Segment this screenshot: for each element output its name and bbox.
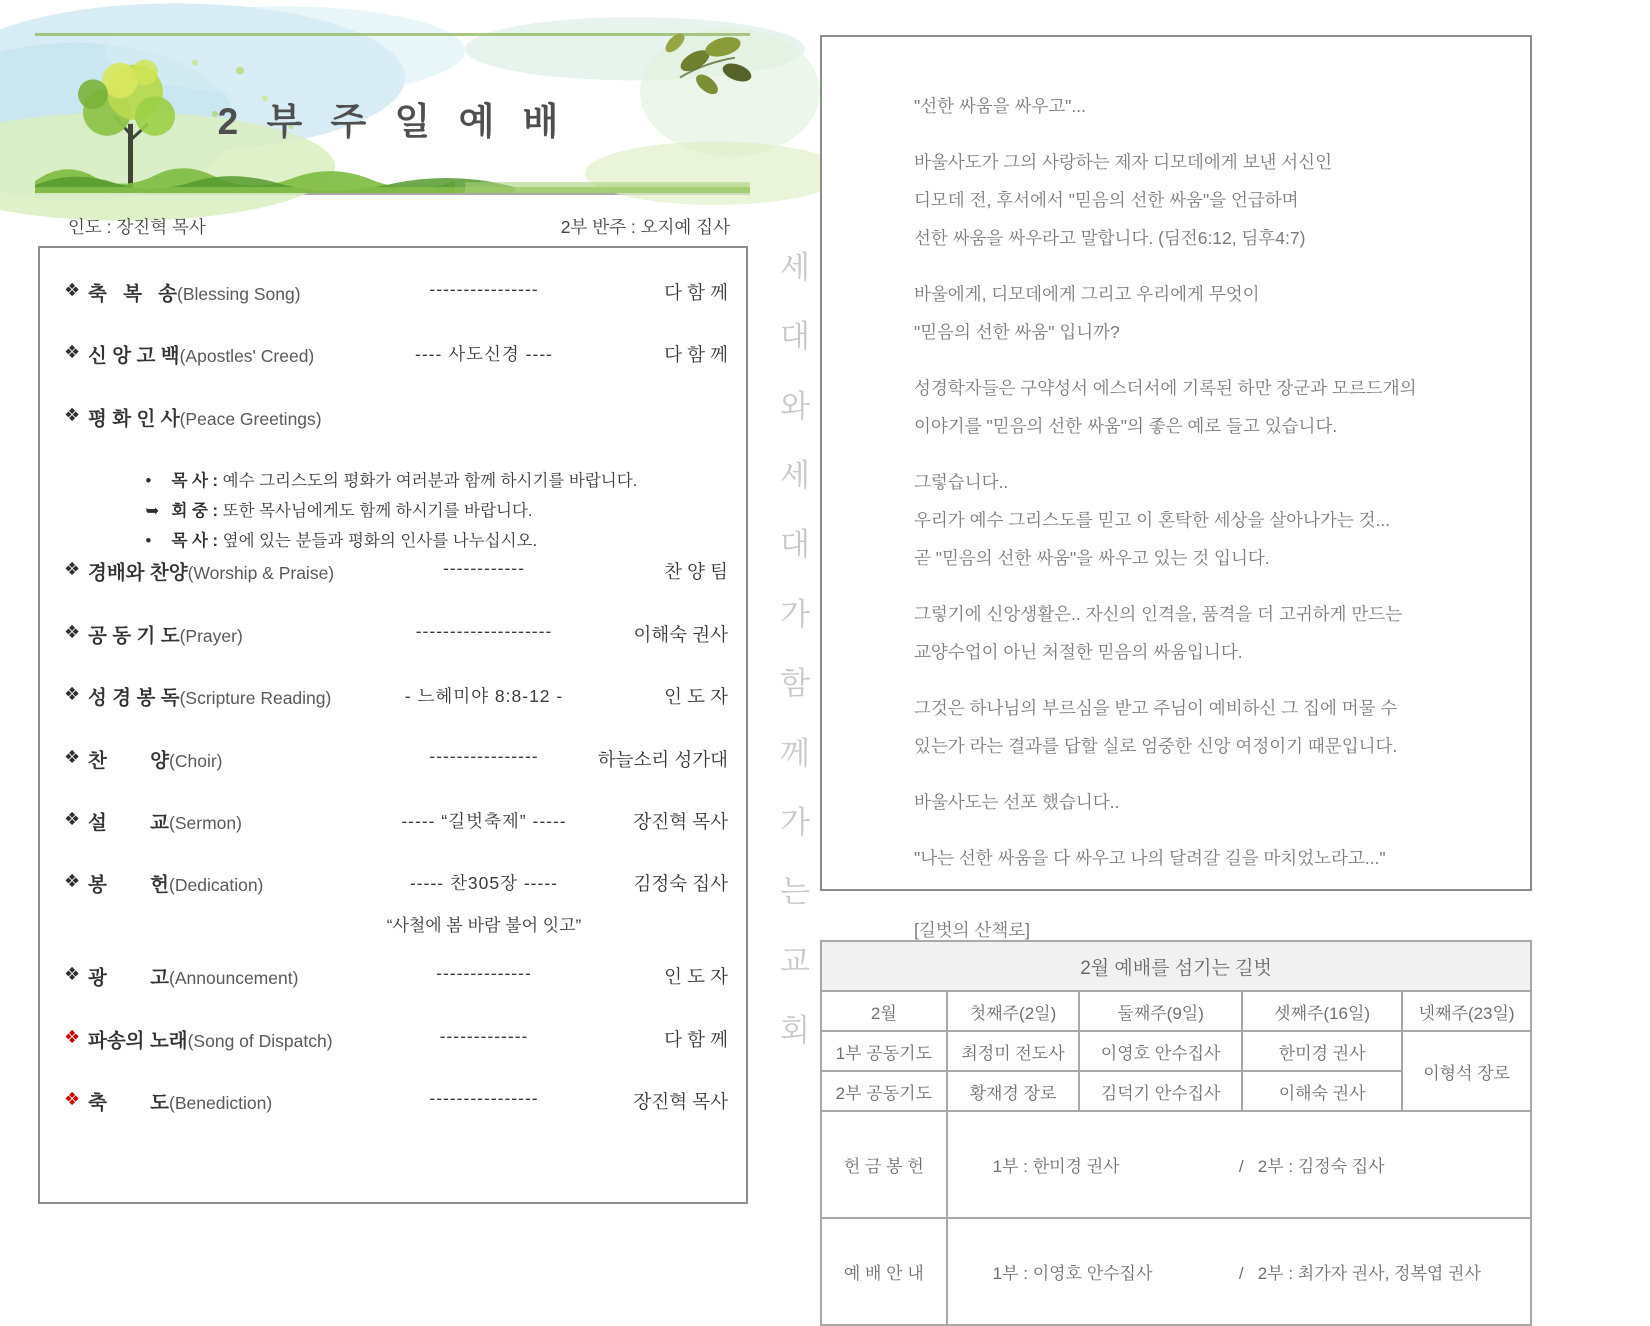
item-title-en: (Peace Greetings) [179, 409, 322, 429]
item-title-ko: 공 동 기 도 [88, 625, 180, 647]
page-title: 2 부 주 일 예 배 [217, 101, 568, 142]
banner [35, 33, 750, 195]
diamond-bullet-icon: ❖ [64, 622, 81, 642]
usher-part1: 1부 : 이영호 안수집사 [992, 1264, 1153, 1283]
item-performer: 하늘소리 성가대 [597, 749, 728, 770]
diamond-bullet-icon: ❖ [64, 405, 81, 425]
leader-line [68, 214, 730, 239]
devotional-paragraph [914, 275, 1475, 351]
speaker-label: 회 중 : [171, 502, 219, 520]
speaker-text: 옆에 있는 분들과 평화의 인사를 나누십시오. [218, 532, 538, 550]
worship-item-peace-greetings [64, 403, 728, 435]
speaker-text: 또한 목사님에게도 함께 하시기를 바랍니다. [218, 502, 533, 520]
devotional-paragraph [914, 595, 1475, 671]
devotional-line: 곧 "믿음의 선한 싸움"을 싸우고 있는 것 입니다. [914, 548, 1270, 568]
worship-item-blessing-song [64, 278, 728, 310]
devotional-paragraph [914, 689, 1475, 765]
item-performer: 다 함 께 [664, 1029, 728, 1050]
item-title-en: (Song of Dispatch) [187, 1031, 333, 1051]
reply-arrow-icon: ➥ [145, 502, 160, 520]
devotional-line: 그렇기에 신앙생활은.. 자신의 인격을, 품격을 더 고귀하게 만드는 [914, 604, 1403, 624]
item-title-en: (Benediction) [169, 1093, 273, 1113]
devotional-line: "믿음의 선한 싸움" 입니까? [914, 322, 1120, 342]
devotional-paragraph [914, 143, 1475, 257]
devotional-line: "선한 싸움을 싸우고"... [914, 96, 1086, 116]
worship-item-choir [64, 745, 728, 777]
server-cell: 이영호 안수집사 [1079, 1031, 1242, 1071]
offering-part1: 1부 : 한미경 권사 [992, 1157, 1120, 1176]
devotional-line: 바울사도는 선포 했습니다.. [914, 792, 1120, 812]
devotional-line: 교양수업이 아닌 처절한 믿음의 싸움입니다. [914, 642, 1243, 662]
dot-bullet-icon: • [145, 472, 152, 490]
week-header-cell: 첫째주(2일) [947, 991, 1080, 1031]
motto-char: 가 [780, 804, 810, 840]
item-detail: ------------- [439, 1026, 529, 1046]
item-detail: ------------ [443, 558, 525, 578]
server-cell: 최정미 전도사 [947, 1031, 1080, 1071]
devotional-line: [길벗의 산책로] [914, 920, 1031, 940]
table-row-weeks [821, 991, 1531, 1031]
peace-greeting-line [118, 448, 704, 490]
item-performer: 다 함 께 [664, 344, 728, 365]
red-diamond-bullet-icon: ❖ [64, 1027, 81, 1047]
devotional-line: 있는가 라는 결과를 답할 실로 엄중한 신앙 여정이기 때문입니다. [914, 736, 1398, 756]
worship-item-song-of-dispatch [64, 1025, 728, 1057]
server-cell: 김덕기 안수집사 [1079, 1071, 1242, 1111]
server-cell-span [947, 1111, 1531, 1218]
item-title-ko: 경배와 찬양 [88, 562, 188, 584]
row-label: 헌 금 봉 헌 [821, 1111, 947, 1218]
item-detail: - 느헤미야 8:8-12 - [404, 686, 564, 706]
item-title-en: (Worship & Praise) [187, 563, 335, 583]
diamond-bullet-icon: ❖ [64, 871, 81, 891]
speaker-text: 예수 그리스도의 평화가 여러분과 함께 하시기를 바랍니다. [218, 472, 638, 490]
order-of-worship-box [38, 246, 748, 1204]
worship-item-scripture-reading [64, 682, 728, 714]
server-cell-merged: 이형석 장로 [1402, 1031, 1531, 1111]
item-performer: 인 도 자 [664, 966, 728, 987]
devotional-line: 그것은 하나님의 부르심을 받고 주님이 예비하신 그 집에 머물 수 [914, 698, 1398, 718]
item-title-en: (Scripture Reading) [179, 688, 332, 708]
speaker-label: 목 사 : [171, 472, 219, 490]
motto-char: 께 [780, 735, 810, 771]
devotional-line: 선한 싸움을 싸우라고 말합니다. (딤전6:12, 딤후4:7) [914, 228, 1306, 248]
item-detail: ----- “길벗축제” ----- [401, 811, 567, 831]
item-title-ko: 광 고 [88, 967, 170, 989]
item-title-en: (Choir) [169, 751, 223, 771]
servers-table [820, 940, 1532, 1326]
item-detail: ----- 찬305장 ----- [409, 873, 558, 893]
diamond-bullet-icon: ❖ [64, 747, 81, 767]
row-label: 1부 공동기도 [821, 1031, 947, 1071]
row-label: 2부 공동기도 [821, 1071, 947, 1111]
item-title-en: (Blessing Song) [177, 284, 301, 304]
devotional-paragraph [914, 783, 1475, 821]
server-cell: 이해숙 권사 [1242, 1071, 1402, 1111]
table-row-prayer-1 [821, 1031, 1531, 1071]
item-performer: 찬 양 팀 [664, 561, 728, 582]
devotional-line: "나는 선한 싸움을 다 싸우고 나의 달려갈 길을 마치었노라고..." [914, 848, 1386, 868]
item-detail: -------------------- [415, 621, 553, 641]
worship-item-announcement [64, 962, 728, 994]
offering-part2: / 2부 : 김정숙 집사 [1238, 1157, 1385, 1176]
diamond-bullet-icon: ❖ [64, 342, 81, 362]
item-performer: 다 함 께 [664, 282, 728, 303]
item-title-ko: 설 교 [88, 812, 170, 834]
item-detail: ---------------- [429, 746, 539, 766]
item-performer: 이해숙 권사 [633, 624, 728, 645]
item-title-ko: 파송의 노래 [88, 1030, 188, 1052]
peace-greeting-line [118, 478, 704, 520]
week-header-cell: 셋째주(16일) [1242, 991, 1402, 1031]
usher-part2: / 2부 : 최가자 권사, 정복엽 권사 [1238, 1264, 1481, 1283]
item-detail: ---------------- [429, 279, 539, 299]
motto-char: 대 [780, 527, 810, 563]
item-title-en: (Announcement) [169, 968, 299, 988]
item-performer: 김정숙 집사 [633, 873, 728, 894]
item-detail: ---- 사도신경 ---- [415, 344, 553, 364]
diamond-bullet-icon: ❖ [64, 809, 81, 829]
motto-char: 세 [780, 458, 810, 494]
week-header-cell: 2월 [821, 991, 947, 1031]
worship-item-apostles-creed [64, 340, 728, 372]
server-cell-span [947, 1218, 1531, 1325]
dedication-hymn-note: “사철에 봄 바람 불어 잇고” [386, 916, 582, 935]
devotional-line: 그렇습니다.. [914, 472, 1009, 492]
devotional-line: 바울에게, 디모데에게 그리고 우리에게 무엇이 [914, 284, 1260, 304]
motto-char: 교 [780, 943, 810, 979]
diamond-bullet-icon: ❖ [64, 684, 81, 704]
worship-item-prayer [64, 620, 728, 652]
item-title-ko: 봉 헌 [88, 874, 170, 896]
motto-char: 회 [780, 1012, 810, 1048]
item-title-ko: 축 도 [88, 1092, 170, 1114]
red-diamond-bullet-icon: ❖ [64, 1089, 81, 1109]
devotional-line: 디모데 전, 후서에서 "믿음의 선한 싸움"을 언급하며 [914, 190, 1299, 210]
devotional-line: 이야기를 "믿음의 선한 싸움"의 좋은 예로 들고 있습니다. [914, 416, 1338, 436]
item-title-en: (Prayer) [179, 626, 243, 646]
peace-greeting-line [118, 508, 704, 550]
item-title-ko: 축 복 송 [88, 283, 178, 305]
devotional-line: 성경학자들은 구약성서 에스더서에 기록된 하만 장군과 모르드개의 [914, 378, 1417, 398]
devotional-paragraph [914, 369, 1475, 445]
table-row-offering [821, 1111, 1531, 1218]
worship-item-dedication [64, 869, 728, 901]
diamond-bullet-icon: ❖ [64, 964, 81, 984]
motto-char: 세 [780, 250, 810, 285]
item-detail: ---------------- [429, 1088, 539, 1108]
item-title-en: (Sermon) [169, 813, 242, 833]
devotional-box [820, 35, 1532, 940]
servers-table-title: 2월 예배를 섬기는 길벗 [821, 941, 1531, 991]
devotional-line: 바울사도가 그의 사랑하는 제자 디모데에게 보낸 서신인 [914, 152, 1332, 172]
diamond-bullet-icon: ❖ [64, 280, 81, 300]
item-detail: -------------- [436, 963, 532, 983]
dot-bullet-icon: • [145, 532, 152, 550]
week-header-cell: 넷째주(23일) [1402, 991, 1531, 1031]
item-title-en: (Apostles' Creed) [179, 346, 315, 366]
vertical-motto [770, 252, 820, 1046]
diamond-bullet-icon: ❖ [64, 559, 81, 579]
worship-item-sermon [64, 807, 728, 839]
devotional-line: 우리가 예수 그리스도를 믿고 이 혼탁한 세상을 살아나가는 것... [914, 510, 1391, 530]
item-performer: 장진혁 목사 [633, 1091, 728, 1112]
motto-char: 대 [780, 319, 810, 355]
devotional-paragraph [914, 87, 1475, 125]
speaker-label: 목 사 : [171, 532, 219, 550]
motto-char: 가 [780, 596, 810, 632]
item-title-en: (Dedication) [169, 875, 264, 895]
service-accompanist: 2부 반주 : 오지예 집사 [560, 217, 730, 237]
item-title-ko: 성 경 봉 독 [88, 687, 180, 709]
worship-item-worship-praise [64, 557, 728, 589]
week-header-cell: 둘째주(9일) [1079, 991, 1242, 1031]
server-cell: 황재경 장로 [947, 1071, 1080, 1111]
devotional-paragraph [914, 463, 1475, 577]
motto-char: 함 [780, 666, 810, 702]
item-title-ko: 평 화 인 사 [88, 408, 180, 430]
item-title-ko: 신 앙 고 백 [88, 345, 180, 367]
worship-item-benediction [64, 1087, 728, 1119]
server-cell: 한미경 권사 [1242, 1031, 1402, 1071]
table-row-ushers [821, 1218, 1531, 1325]
item-performer: 인 도 자 [664, 686, 728, 707]
motto-char: 는 [780, 874, 810, 910]
devotional-paragraph [914, 839, 1475, 877]
item-performer: 장진혁 목사 [633, 811, 728, 832]
row-label: 예 배 안 내 [821, 1218, 947, 1325]
item-title-ko: 찬 양 [88, 750, 170, 772]
motto-char: 와 [780, 388, 810, 424]
service-leader: 인도 : 장진혁 목사 [68, 217, 206, 237]
